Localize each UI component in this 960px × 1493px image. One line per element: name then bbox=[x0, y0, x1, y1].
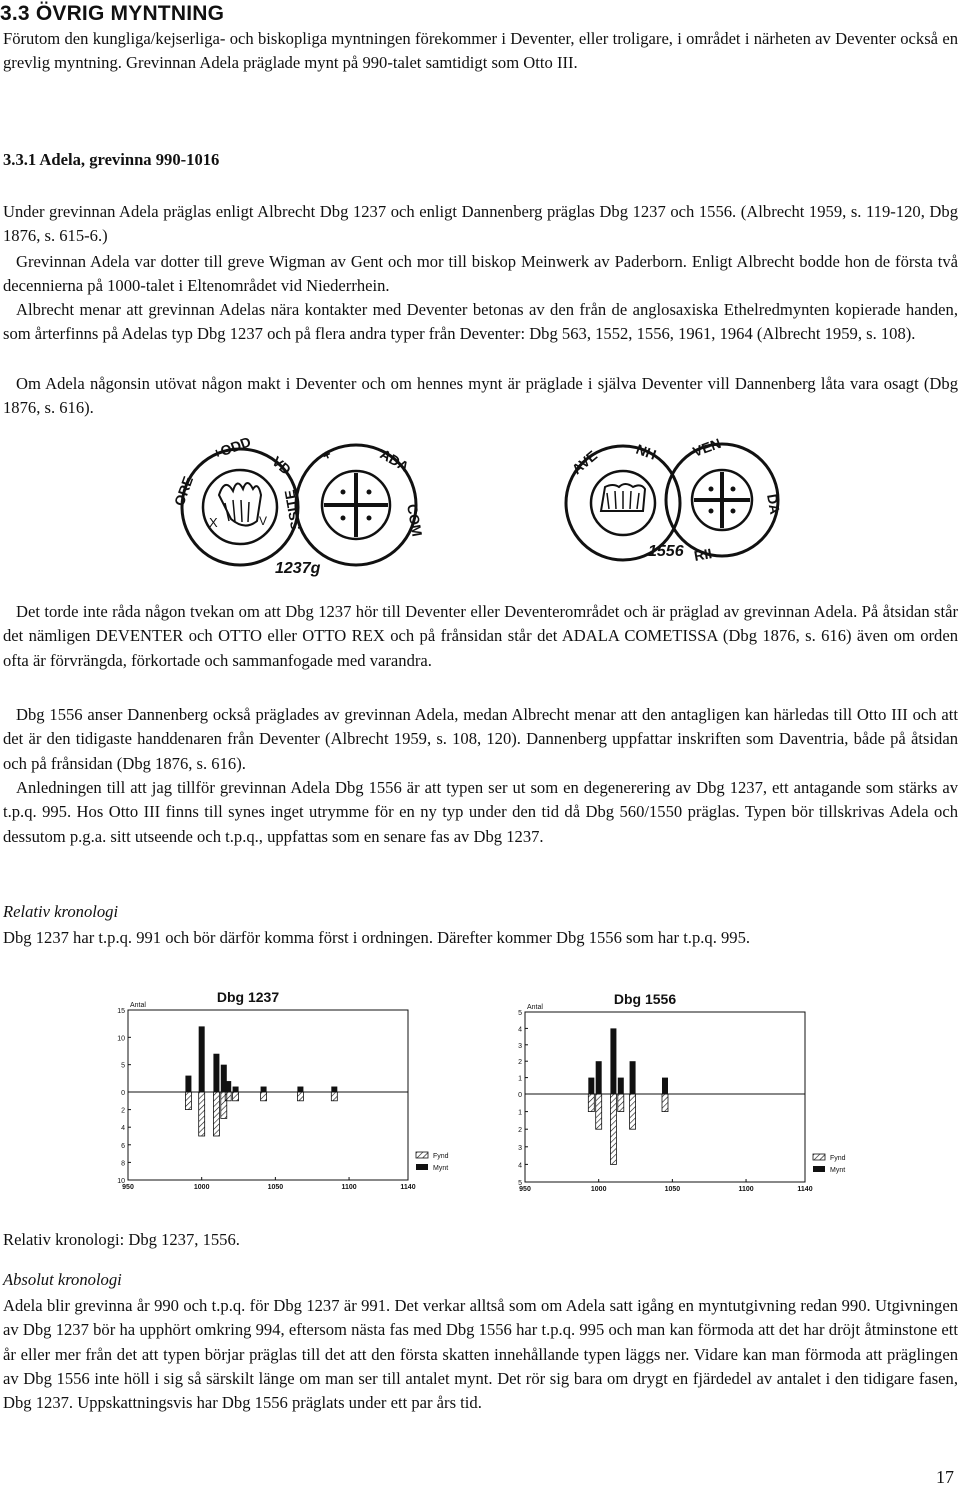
bar-mynt bbox=[261, 1087, 267, 1092]
paragraph-9: Relativ kronologi: Dbg 1237, 1556. bbox=[3, 1230, 240, 1249]
paragraph-6: Dbg 1556 anser Dannenberg också präglades av grevinnan Adela, medan Albrecht menar att den antagligen kan härledas till Otto III och att det är den tidigaste handdenaren från Deventer (Albrecht 1959, s. 108, 120). Dannenberg uppfattar inskriften som Daventria, både på åtsidan och på frånsidan (Dbg 1876, s. 616). bbox=[3, 705, 958, 773]
bar-mynt bbox=[588, 1078, 594, 1094]
paragraph-3: Albrecht menar att grevinnan Adelas nära kontakter med Deventer betonas av den från de anglosaxiska Ethelredmynten kopierade handen, som årterfinns på Adelas typ Dbg 1237 och på flera andra typer från Deventer: Dbg 563, 1552, 1556, 1961, 1964 (Albrecht 1959, s. 108). bbox=[3, 300, 958, 344]
bar-mynt bbox=[596, 1061, 602, 1094]
coin-drawings-figure bbox=[170, 433, 784, 580]
bar-fynd bbox=[662, 1094, 668, 1112]
subsection-title: 3.3.1 Adela, grevinna 990-1016 bbox=[3, 150, 220, 169]
legend-label-mynt: Mynt bbox=[433, 1165, 449, 1172]
svg-text:COM: COM bbox=[404, 502, 426, 538]
y-tick-label: 0 bbox=[121, 1090, 125, 1097]
y-tick-label: 1 bbox=[518, 1075, 522, 1083]
legend-label-fynd: Fynd bbox=[830, 1155, 846, 1162]
bar-fynd bbox=[610, 1094, 616, 1164]
coin-1556-reverse bbox=[648, 435, 783, 564]
paragraph-2: Grevinnan Adela var dotter till greve Wigman av Gent och mor till biskop Meinwerk av Paderborn. Enligt Albrecht bodde hon de första två decennierna på 1000-talet i Eltenområdet vid Niederrhein. bbox=[3, 252, 958, 296]
bar-mynt bbox=[185, 1076, 191, 1092]
bar-fynd bbox=[331, 1092, 337, 1101]
chart-title: Dbg 1237 bbox=[216, 989, 280, 1005]
paragraph-8: Dbg 1237 har t.p.q. 991 och bör därför komma först i ordningen. Därefter kommer Dbg 1556 som har t.p.q. 995. bbox=[3, 928, 751, 947]
svg-text:AVE: AVE bbox=[568, 447, 601, 478]
svg-text:VEN: VEN bbox=[690, 434, 724, 460]
heading-absolut-kronologi: Absolut kronologi bbox=[3, 1270, 122, 1289]
bar-mynt bbox=[297, 1087, 303, 1092]
bar-fynd bbox=[261, 1092, 267, 1101]
coin-left-caption: 1237g bbox=[275, 560, 321, 577]
legend-label-mynt: Mynt bbox=[830, 1167, 846, 1174]
svg-text:RII: RII bbox=[692, 545, 714, 564]
chart-dbg-1556 bbox=[505, 982, 875, 1200]
y-tick-label: 10 bbox=[117, 1035, 125, 1043]
x-tick-label: 1050 bbox=[267, 1184, 284, 1191]
bar-mynt bbox=[618, 1078, 624, 1094]
bar-mynt bbox=[213, 1054, 219, 1092]
bar-fynd bbox=[199, 1092, 205, 1136]
x-tick-label: 1100 bbox=[738, 1186, 754, 1193]
x-tick-label: 1050 bbox=[664, 1186, 681, 1193]
bar-fynd bbox=[618, 1094, 624, 1112]
coin-1237-reverse bbox=[275, 445, 425, 577]
svg-text:V: V bbox=[259, 514, 268, 528]
bar-fynd bbox=[185, 1092, 191, 1110]
y-tick-label: 5 bbox=[121, 1062, 125, 1070]
y-tick-label: 1 bbox=[518, 1109, 522, 1117]
y-tick-label: 4 bbox=[121, 1125, 125, 1133]
heading-relativ-kronologi: Relativ kronologi bbox=[3, 902, 119, 921]
bar-fynd bbox=[596, 1094, 602, 1129]
y-tick-label: 2 bbox=[121, 1107, 125, 1115]
bar-mynt bbox=[331, 1087, 337, 1092]
y-tick-label: 4 bbox=[518, 1162, 522, 1170]
bar-fynd bbox=[630, 1094, 636, 1129]
y-tick-label: 3 bbox=[518, 1042, 522, 1050]
y-tick-label: 0 bbox=[518, 1092, 522, 1099]
legend-swatch-mynt bbox=[416, 1164, 428, 1170]
x-tick-label: 950 bbox=[519, 1186, 531, 1193]
legend-label-fynd: Fynd bbox=[433, 1153, 449, 1160]
svg-text:ORE: ORE bbox=[170, 474, 197, 509]
y-tick-label: 2 bbox=[518, 1059, 522, 1067]
y-tick-label: 10 bbox=[117, 1178, 125, 1185]
bar-fynd bbox=[225, 1092, 231, 1101]
bar-fynd bbox=[297, 1092, 303, 1101]
paragraph-7: Anledningen till att jag tillför grevinnan Adela Dbg 1556 är att typen ser ut som en degenerering av Dbg 1237, ett antagande som stärks av t.p.q. 995. Hos Otto III finns till synes inget utrymme för en ny typ under den tid då Dbg 560/1550 präglas. Typen bör tillskrivas Adela och dessutom p.g.a. sitt utseende och t.p.q., uppfattas som en senare fas av Dbg 1237. bbox=[3, 778, 958, 846]
x-tick-label: 1140 bbox=[400, 1184, 416, 1191]
x-tick-label: 1140 bbox=[797, 1186, 813, 1193]
svg-text:VD: VD bbox=[269, 453, 295, 478]
legend-swatch-fynd bbox=[813, 1154, 825, 1160]
intro-paragraph: Förutom den kungliga/kejserliga- och biskopliga myntningen förekommer i Deventer, eller troligare, i området i närheten av Deventer också en grevlig myntning. Grevinnan Adela präglade mynt på 990-talet samtidigt som Otto III. bbox=[3, 29, 958, 73]
svg-text:+ODD: +ODD bbox=[210, 433, 253, 462]
y-axis-label: Antal bbox=[527, 1004, 543, 1011]
svg-text:DA: DA bbox=[764, 492, 784, 516]
svg-text:+: + bbox=[319, 445, 334, 464]
y-tick-label: 5 bbox=[518, 1180, 522, 1187]
paragraph-4: Om Adela någonsin utövat någon makt i Deventer och om hennes mynt är präglade i själva Deventer vill Dannenberg låta vara osagt (Dbg 1876, s. 616). bbox=[3, 374, 958, 418]
svg-text:X: X bbox=[209, 515, 218, 530]
legend-swatch-mynt bbox=[813, 1166, 825, 1172]
bar-fynd bbox=[213, 1092, 219, 1136]
bar-mynt bbox=[662, 1078, 668, 1094]
bar-fynd bbox=[233, 1092, 239, 1101]
svg-text:NH: NH bbox=[633, 440, 659, 463]
y-tick-label: 6 bbox=[121, 1142, 125, 1150]
coin-right-caption: 1556 bbox=[648, 543, 684, 560]
svg-text:SSITE: SSITE bbox=[281, 488, 304, 532]
x-tick-label: 1000 bbox=[590, 1186, 607, 1193]
paragraph-10: Adela blir grevinna år 990 och t.p.q. för Dbg 1237 är 991. Det verkar alltså som om Adela satt igång en myntutgivning redan 990. Utgivningen av Dbg 1237 bör ha upphört omkring 994, eftersom nästa fas med Dbg 1556 har t.p.q. 995 och man kan förmoda att det har dröjt åtminstone ett år eller mer från det att typen börjar präglas till det att den första skatten innehållande typen läggs ner. Vidare kan man förmoda att präglingen av Dbg 1556 inte höll i sig så särskilt länge om man ser till antalet mynt. Det rör sig bara om drygt en fjärdedel av antalet i den tidigare fasen, Dbg 1237. Uppskattningsvis har Dbg 1556 präglats under ett par års tid. bbox=[3, 1296, 958, 1413]
svg-text:ADA: ADA bbox=[377, 445, 412, 475]
page-number: 17 bbox=[936, 1467, 954, 1487]
bar-mynt bbox=[630, 1061, 636, 1094]
x-tick-label: 1100 bbox=[341, 1184, 357, 1191]
paragraph-1: Under grevinnan Adela präglas enligt Albrecht Dbg 1237 och enligt Dannenberg präglas Dbg 1237 och 1556. (Albrecht 1959, s. 119-120, Dbg 1876, s. 615-6.) bbox=[3, 202, 958, 246]
x-tick-label: 950 bbox=[122, 1184, 134, 1191]
bar-mynt bbox=[225, 1081, 231, 1092]
bar-mynt bbox=[610, 1028, 616, 1094]
y-tick-label: 4 bbox=[518, 1026, 522, 1034]
section-title: 3.3 ÖVRIG MYNTNING bbox=[0, 2, 225, 25]
y-tick-label: 3 bbox=[518, 1144, 522, 1152]
paragraph-5: Det torde inte råda någon tvekan om att Dbg 1237 hör till Deventer eller Deventerområdet och är präglad av grevinnan Adela. På åtsidan står det nämligen DEVENTER och OTTO eller OTTO REX och på frånsidan står det ADALA COMETISSA (Dbg 1876, s. 616) även om orden ofta är förvrängda, förkortade och sammanfogade med varandra. bbox=[3, 602, 958, 670]
y-axis-label: Antal bbox=[130, 1002, 146, 1009]
y-tick-label: 2 bbox=[518, 1127, 522, 1135]
y-tick-label: 15 bbox=[117, 1008, 125, 1015]
chart-dbg-1237 bbox=[108, 980, 478, 1198]
bar-fynd bbox=[588, 1094, 594, 1112]
y-tick-label: 5 bbox=[518, 1010, 522, 1017]
bar-mynt bbox=[233, 1087, 239, 1092]
coin-1237-obverse bbox=[171, 433, 298, 565]
plot-frame bbox=[128, 1010, 408, 1180]
x-tick-label: 1000 bbox=[193, 1184, 210, 1191]
bar-mynt bbox=[199, 1026, 205, 1092]
y-tick-label: 8 bbox=[121, 1160, 125, 1168]
legend-swatch-fynd bbox=[416, 1152, 428, 1158]
chart-title: Dbg 1556 bbox=[613, 991, 677, 1007]
